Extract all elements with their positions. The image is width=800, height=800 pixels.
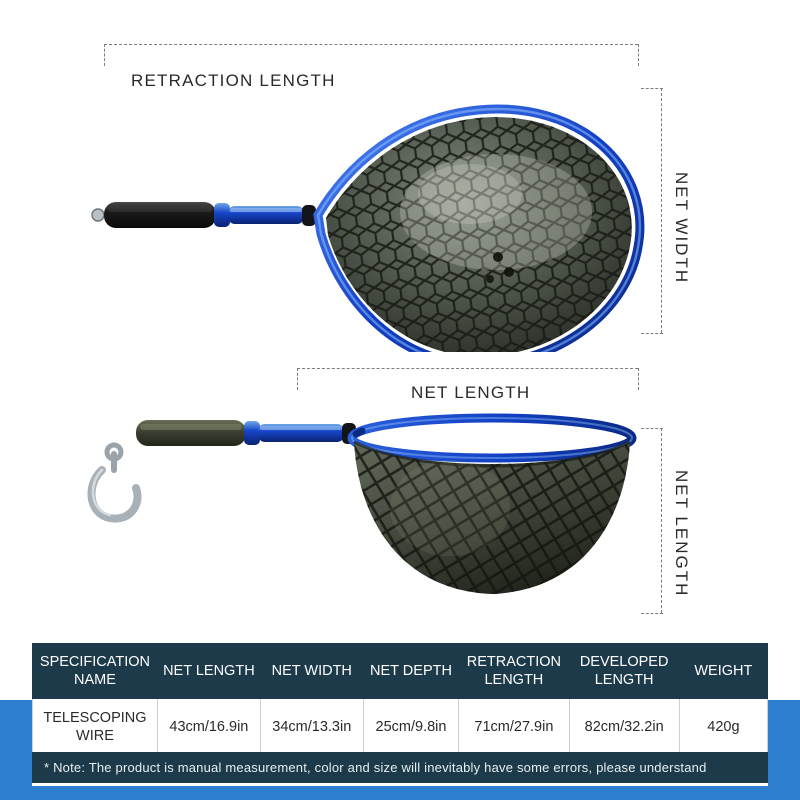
fishing-net-open-icon [78, 72, 648, 352]
cell-developed-length: 82cm/32.2in [569, 699, 679, 756]
retraction-length-tick-right [638, 44, 639, 66]
net-length-tick-left [297, 368, 298, 390]
table-row [33, 699, 768, 756]
table-header-row [33, 644, 768, 699]
net-length-side-dimension-line [661, 428, 662, 613]
header-net-width: NET WIDTH [260, 644, 363, 699]
header-net-length: NET LENGTH [157, 644, 260, 699]
header-weight: WEIGHT [679, 644, 767, 699]
specification-table [32, 643, 768, 757]
header-retraction-length: RETRACTION LENGTH [459, 644, 569, 699]
net-width-tick-top [641, 88, 663, 89]
fishing-net-side-illustration [80, 398, 650, 618]
net-length-tick-right [638, 368, 639, 390]
fishing-net-side-icon [80, 398, 650, 618]
net-width-label: NET WIDTH [672, 172, 691, 285]
header-developed-length: DEVELOPED LENGTH [569, 644, 679, 699]
cell-net-depth: 25cm/9.8in [363, 699, 459, 756]
bottom-accent-bar-left [0, 700, 32, 800]
cell-specification-name: TELESCOPING WIRE [33, 699, 158, 756]
net-length-label: NET LENGTH [411, 383, 531, 402]
net-length-dimension-line [297, 368, 638, 369]
carabiner-hook-icon [92, 445, 138, 519]
header-net-depth: NET DEPTH [363, 644, 459, 699]
measurement-note: * Note: The product is manual measurement, color and size will inevitably have some errors, please understand [32, 752, 768, 783]
net-width-tick-bottom [641, 333, 663, 334]
retraction-length-tick-left [104, 44, 105, 66]
cell-net-length: 43cm/16.9in [157, 699, 260, 756]
retraction-length-dimension-line [104, 44, 638, 45]
cell-net-width: 34cm/13.3in [260, 699, 363, 756]
bottom-accent-bar-right [768, 700, 800, 800]
cell-retraction-length: 71cm/27.9in [459, 699, 569, 756]
cell-weight: 420g [679, 699, 767, 756]
retraction-length-label: RETRACTION LENGTH [131, 71, 336, 90]
net-length-side-tick-top [641, 428, 663, 429]
bottom-accent-bar [0, 786, 800, 800]
net-length-side-label: NET LENGTH [672, 470, 691, 598]
net-length-side-tick-bottom [641, 613, 663, 614]
net-width-dimension-line [661, 88, 662, 333]
header-specification-name: SPECIFICATION NAME [33, 644, 158, 699]
fishing-net-open-illustration [78, 72, 648, 352]
